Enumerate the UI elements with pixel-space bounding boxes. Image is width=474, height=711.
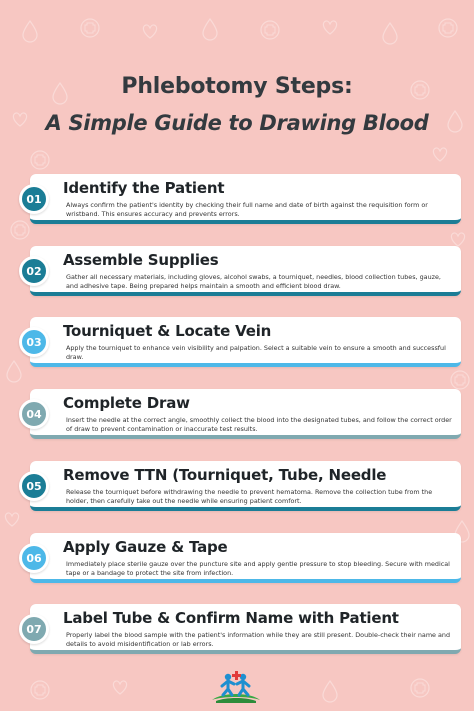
step-title: Complete Draw — [63, 394, 190, 412]
step-card-7 — [19, 604, 461, 658]
page-title: Phlebotomy Steps: — [121, 74, 353, 99]
step-card-1 — [19, 174, 461, 228]
step-number-badge: 03 — [19, 327, 49, 357]
step-number-badge: 07 — [19, 614, 49, 644]
step-title: Tourniquet & Locate Vein — [63, 322, 272, 340]
step-title: Label Tube & Confirm Name with Patient — [63, 609, 399, 627]
step-card-4 — [19, 389, 461, 443]
step-title: Remove TTN (Tourniquet, Tube, Needle — [63, 466, 387, 484]
step-description: Immediately place sterile gauze over the puncture site and apply gentle pressure to stop bleeding. Secure with medical tape or a bandage to protect the site from infection. — [66, 560, 450, 577]
step-description: Gather all necessary materials, including gloves, alcohol swabs, a tourniquet, needles, blood collection tubes, gauze, and adhesive tape. Being prepared helps maintain a smooth and efficient blood draw. — [66, 273, 441, 290]
step-card-body — [30, 533, 461, 583]
step-card-6 — [19, 533, 461, 587]
page-header — [0, 74, 474, 135]
step-card-3 — [19, 317, 461, 371]
step-card-body — [30, 246, 461, 296]
step-description: Apply the tourniquet to enhance vein visibility and palpation. Select a suitable vein to ensure a smooth and successful draw. — [66, 344, 446, 361]
step-card-body — [30, 389, 461, 439]
page-subtitle: A Simple Guide to Drawing Blood — [45, 111, 429, 135]
step-card-body — [30, 174, 461, 224]
step-card-body — [30, 604, 461, 654]
step-title: Identify the Patient — [63, 179, 225, 197]
step-number-badge: 06 — [19, 543, 49, 573]
brand-logo-icon — [208, 670, 264, 704]
step-description: Insert the needle at the correct angle, smoothly collect the blood into the designated tubes, and follow the correct order of draw to prevent contamination or inaccurate test results. — [66, 416, 452, 433]
step-title: Apply Gauze & Tape — [63, 538, 228, 556]
step-card-body — [30, 317, 461, 367]
step-card-body — [30, 461, 461, 511]
step-number-badge: 01 — [19, 184, 49, 214]
step-number-badge: 05 — [19, 471, 49, 501]
step-title: Assemble Supplies — [63, 251, 219, 269]
step-description: Release the tourniquet before withdrawing the needle to prevent hematoma. Remove the collection tube from the holder, then carefully take out the needle while ensuring patient comfort. — [66, 488, 433, 505]
step-number-badge: 04 — [19, 399, 49, 429]
step-description: Always confirm the patient's identity by checking their full name and date of birth against the requisition form or wristband. This ensures accuracy and prevents errors. — [66, 201, 428, 218]
step-description: Properly label the blood sample with the patient's information while they are still present. Double-check their name and details to avoid misidentification or lab errors. — [66, 631, 451, 648]
step-number-badge: 02 — [19, 256, 49, 286]
step-card-5 — [19, 461, 461, 515]
step-card-2 — [19, 246, 461, 300]
